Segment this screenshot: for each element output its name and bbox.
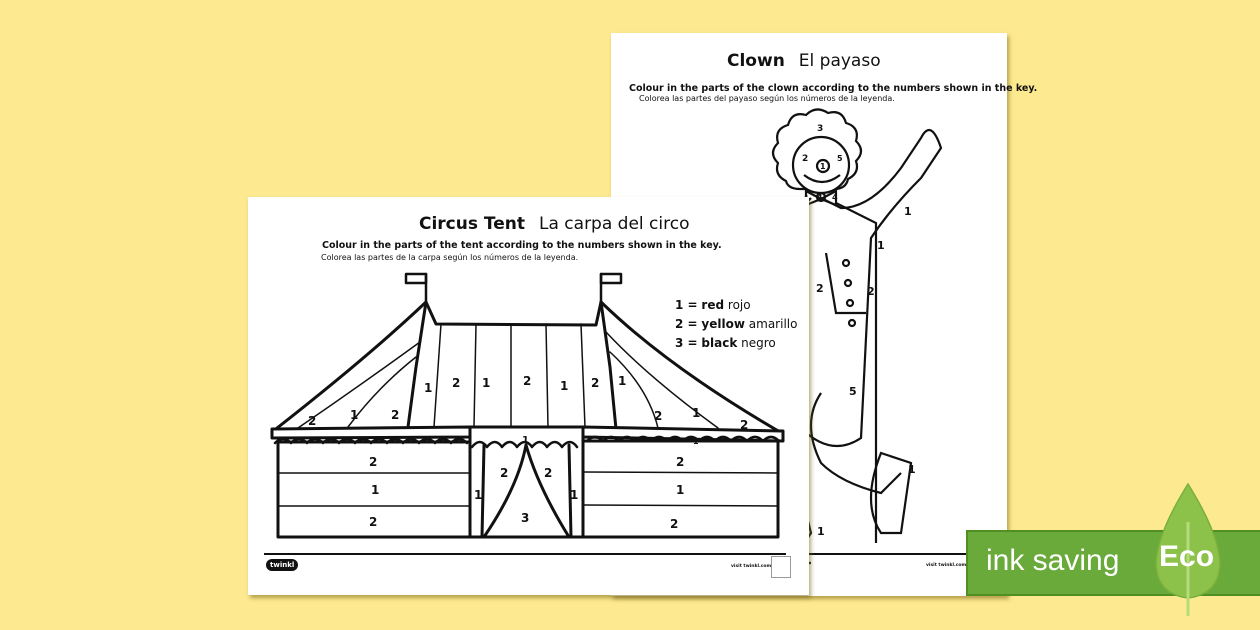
label: 1	[693, 437, 699, 446]
label: 1	[371, 483, 380, 497]
label: 1	[424, 381, 433, 395]
title-spanish: La carpa del circo	[539, 214, 690, 234]
key-row: 2 = yellow amarillo	[675, 317, 798, 331]
label: 4	[817, 193, 823, 202]
key-row: 1 = red rojo	[675, 298, 751, 312]
label: 1	[522, 435, 529, 446]
footer-url: visit twinkl.com	[926, 563, 967, 568]
title-spanish: El payaso	[798, 51, 881, 71]
label: 5	[837, 154, 843, 163]
label: 1	[817, 525, 825, 538]
label: 2	[676, 455, 685, 469]
label: 2	[867, 285, 875, 298]
tent-drawing	[248, 197, 809, 595]
label: 2	[670, 517, 679, 531]
label: 2	[369, 455, 378, 469]
label: 1	[877, 239, 885, 252]
label: 2	[369, 515, 378, 529]
label: 2	[523, 374, 532, 388]
label: 3	[521, 511, 530, 525]
label: 2	[500, 466, 509, 480]
eco-label: Eco	[1159, 540, 1215, 573]
title-english: Clown	[727, 51, 785, 71]
label: 2	[802, 154, 809, 164]
footer-divider	[264, 553, 786, 555]
label: 1	[560, 379, 569, 393]
key-row: 3 = black negro	[675, 336, 776, 350]
footer-url: visit twinkl.com	[731, 564, 772, 569]
label: 2	[591, 376, 600, 390]
label: 1	[618, 374, 627, 388]
label: 1	[820, 162, 826, 171]
label: 2	[654, 409, 663, 423]
label: 5	[849, 385, 857, 398]
instruction-english: Colour in the parts of the clown according to the numbers shown in the key.	[629, 83, 1038, 94]
label: 2	[816, 282, 824, 295]
label: 1	[350, 408, 359, 422]
label: 3	[817, 124, 824, 134]
label: 1	[570, 488, 579, 502]
label: 2	[740, 418, 749, 432]
label: 4	[832, 193, 838, 202]
title-english: Circus Tent	[419, 214, 526, 234]
label: 1	[904, 205, 912, 218]
label: 1	[692, 406, 701, 420]
ink-saving-text: ink saving	[986, 544, 1120, 577]
label: 2	[452, 376, 461, 390]
label: 1	[908, 463, 916, 476]
label: 2	[308, 414, 317, 428]
label: 1	[482, 376, 491, 390]
instruction-spanish: Colorea las partes de la carpa según los números de la leyenda.	[321, 253, 579, 262]
instruction-spanish: Colorea las partes del payaso según los números de la leyenda.	[639, 94, 895, 103]
twinkl-logo: twinkl	[266, 559, 298, 571]
circus-tent-worksheet	[248, 197, 809, 595]
label: 2	[391, 408, 400, 422]
quality-badge-icon	[771, 556, 791, 578]
label: 2	[544, 466, 553, 480]
label: 1	[348, 436, 354, 445]
label: 1	[474, 488, 483, 502]
instruction-english: Colour in the parts of the tent according to the numbers shown in the key.	[322, 240, 722, 251]
label: 1	[676, 483, 685, 497]
